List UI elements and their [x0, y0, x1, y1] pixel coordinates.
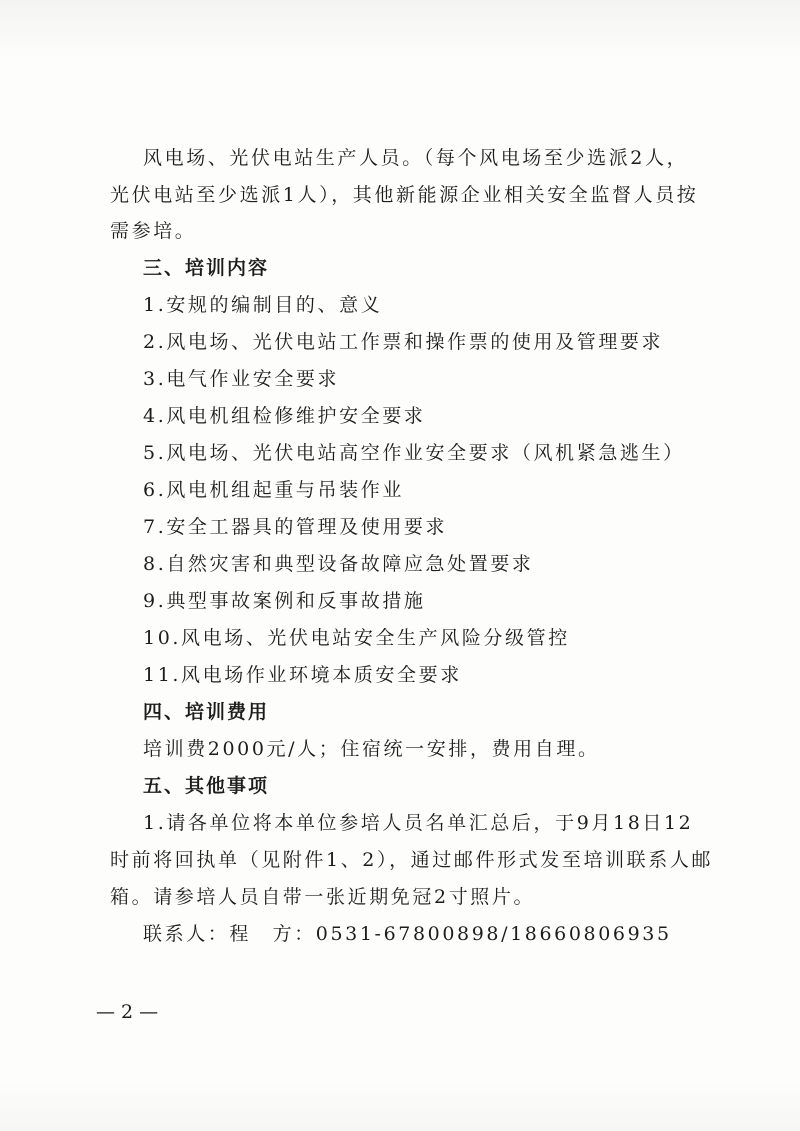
- list-item: 10.风电场、光伏电站安全生产风险分级管控: [143, 627, 570, 649]
- list-item: 2.风电场、光伏电站工作票和操作票的使用及管理要求: [143, 331, 664, 353]
- list-item: 5.风电场、光伏电站高空作业安全要求（风机紧急逃生）: [143, 442, 685, 464]
- contact-line: 联系人：程 方：0531-67800898/18660806935: [143, 923, 672, 945]
- list-item: 8.自然灾害和典型设备故障应急处置要求: [143, 553, 534, 575]
- list-item: 4.风电机组检修维护安全要求: [143, 405, 426, 427]
- list-item: 1.安规的编制目的、意义: [143, 294, 383, 316]
- page-number: — 2 —: [96, 1001, 159, 1023]
- list-item: 3.电气作业安全要求: [143, 368, 340, 390]
- paragraph-line: 1.请各单位将本单位参培人员名单汇总后，于9月18日12: [143, 812, 694, 834]
- paragraph-line: 需参培。: [110, 220, 197, 242]
- list-item: 11.风电场作业环境本质安全要求: [143, 664, 462, 686]
- paragraph-line: 风电场、光伏电站生产人员。（每个风电场至少选派2人，: [143, 147, 689, 169]
- section-heading-training-content: 三、培训内容: [143, 257, 270, 279]
- section-heading-training-fee: 四、培训费用: [143, 701, 270, 723]
- list-item: 7.安全工器具的管理及使用要求: [143, 516, 448, 538]
- list-item: 9.典型事故案例和反事故措施: [143, 590, 426, 612]
- paragraph-line: 光伏电站至少选派1人），其他新能源企业相关安全监督人员按: [110, 184, 699, 206]
- fee-text: 培训费2000元/人；住宿统一安排，费用自理。: [143, 738, 600, 760]
- section-heading-other-matters: 五、其他事项: [143, 775, 270, 797]
- paragraph-line: 箱。请参培人员自带一张近期免冠2寸照片。: [110, 886, 536, 908]
- paragraph-line: 时前将回执单（见附件1、2），通过邮件形式发至培训联系人邮: [110, 849, 714, 871]
- list-item: 6.风电机组起重与吊装作业: [143, 479, 404, 501]
